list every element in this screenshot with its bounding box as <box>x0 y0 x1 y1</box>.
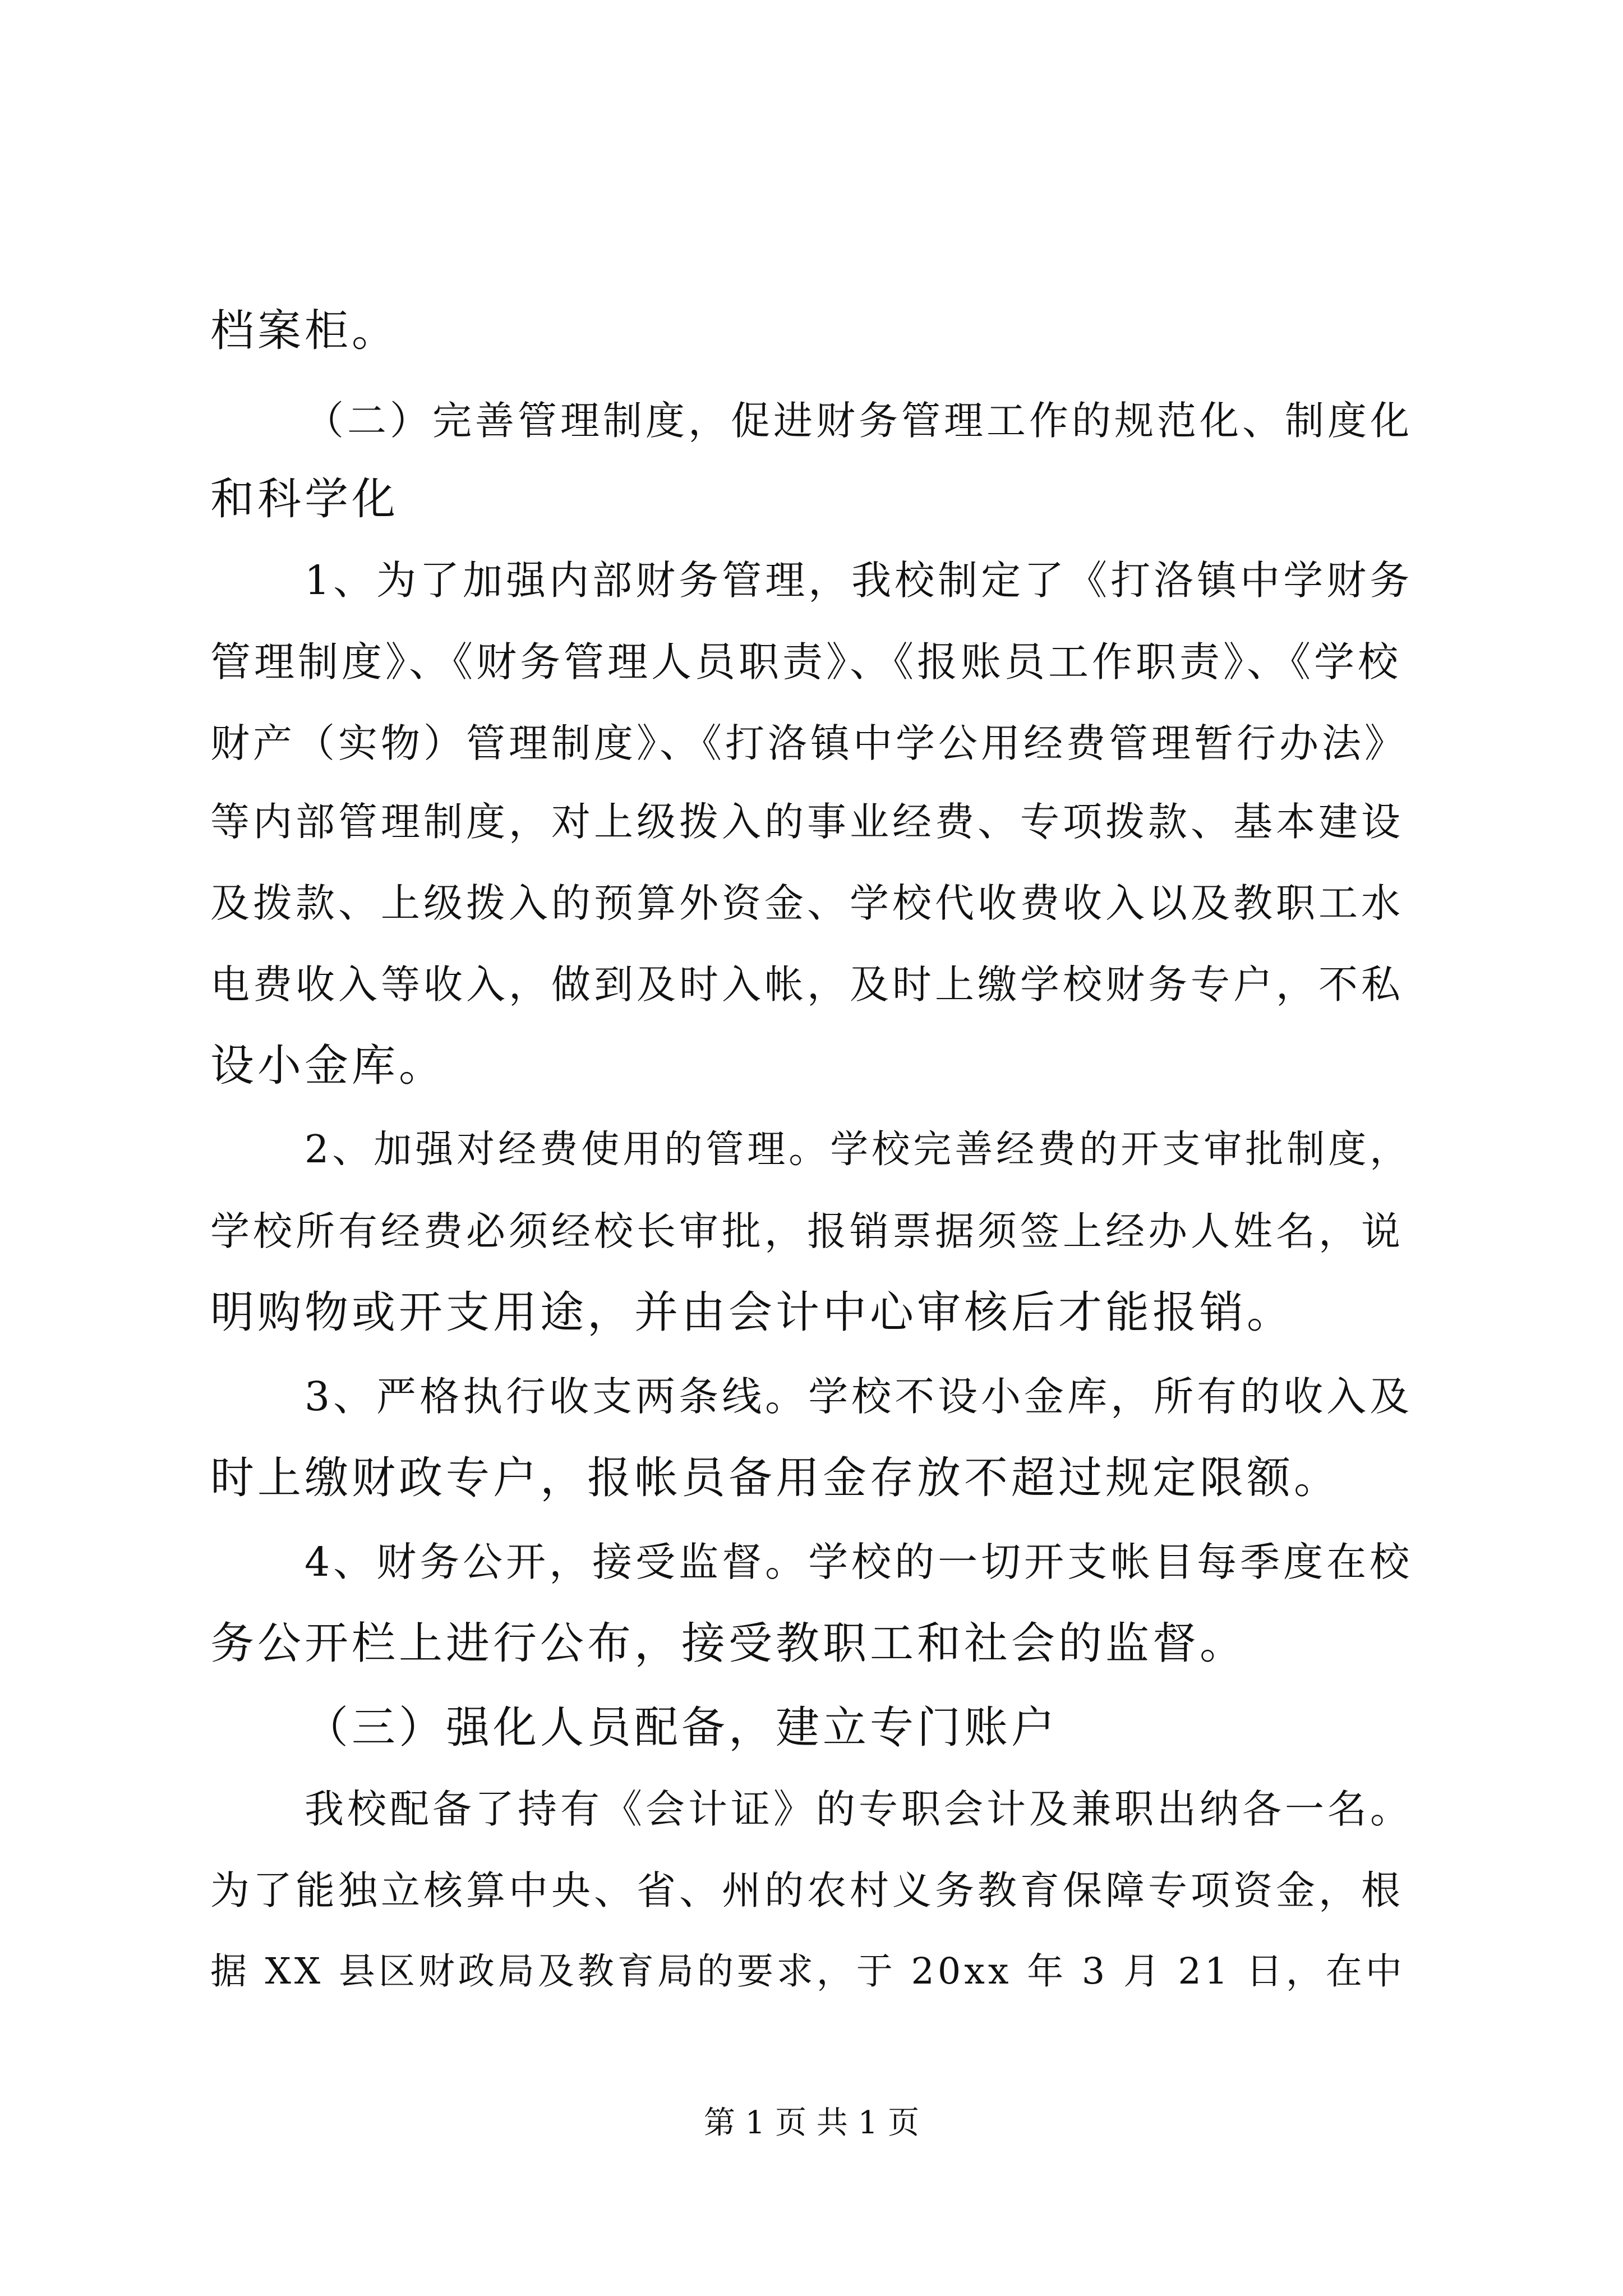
paragraph-2-line-3: 明购物或开支用途，并由会计中心审核后才能报销。 <box>210 1287 1294 1338</box>
paragraph-1-line-7: 设小金库。 <box>210 1041 446 1091</box>
paragraph-2-line-1: 2、加强对经费使用的管理。学校完善经费的开支审批制度， <box>305 1128 1412 1172</box>
paragraph-5-line-2: 为了能独立核算中央、省、州的农村义务教育保障专项资金，根 <box>210 1867 1404 1913</box>
paragraph-5-line-3: 据 XX 县区财政局及教育局的要求，于 20xx 年 3 月 21 日，在中 <box>210 1950 1405 1993</box>
paragraph-2-line-2: 学校所有经费必须经校长审批，报销票据须签上经办人姓名，说 <box>210 1208 1404 1254</box>
section-heading-3: （三）强化人员配备，建立专门账户 <box>305 1703 1059 1753</box>
paragraph-1-line-2: 管理制度》、《财务管理人员职责》、《报账员工作职责》、《学校 <box>210 638 1402 685</box>
paragraph-1-line-5: 及拨款、上级拨入的预算外资金、学校代收费收入以及教职工水 <box>210 880 1404 926</box>
paragraph-3-line-2: 时上缴财政专户，报帐员备用金存放不超过规定限额。 <box>210 1453 1341 1503</box>
paragraph-1-line-6: 电费收入等收入，做到及时入帐，及时上缴学校财务专户，不私 <box>210 961 1404 1007</box>
text-line-1: 档案柜。 <box>210 306 399 356</box>
paragraph-4-line-1: 4、财务公开，接受监督。学校的一切开支帐目每季度在校 <box>305 1539 1413 1585</box>
paragraph-1-line-1: 1、为了加强内部财务管理，我校制定了《打洛镇中学财务 <box>305 557 1413 604</box>
paragraph-1-line-3: 财产（实物）管理制度》、《打洛镇中学公用经费管理暂行办法》 <box>210 720 1407 766</box>
paragraph-3-line-1: 3、严格执行收支两条线。学校不设小金库，所有的收入及 <box>305 1373 1413 1420</box>
paragraph-5-line-1: 我校配备了持有《会计证》的专职会计及兼职出纳各一名。 <box>305 1786 1413 1832</box>
text-line-3: 和科学化 <box>210 474 399 524</box>
section-heading-2: （二）完善管理制度，促进财务管理工作的规范化、制度化 <box>305 398 1413 444</box>
paragraph-4-line-2: 务公开栏上进行公布，接受教职工和社会的监督。 <box>210 1618 1247 1669</box>
paragraph-1-line-4: 等内部管理制度，对上级拨入的事业经费、专项拨款、基本建设 <box>210 799 1404 845</box>
page-number-footer: 第 1 页 共 1 页 <box>703 2105 920 2141</box>
